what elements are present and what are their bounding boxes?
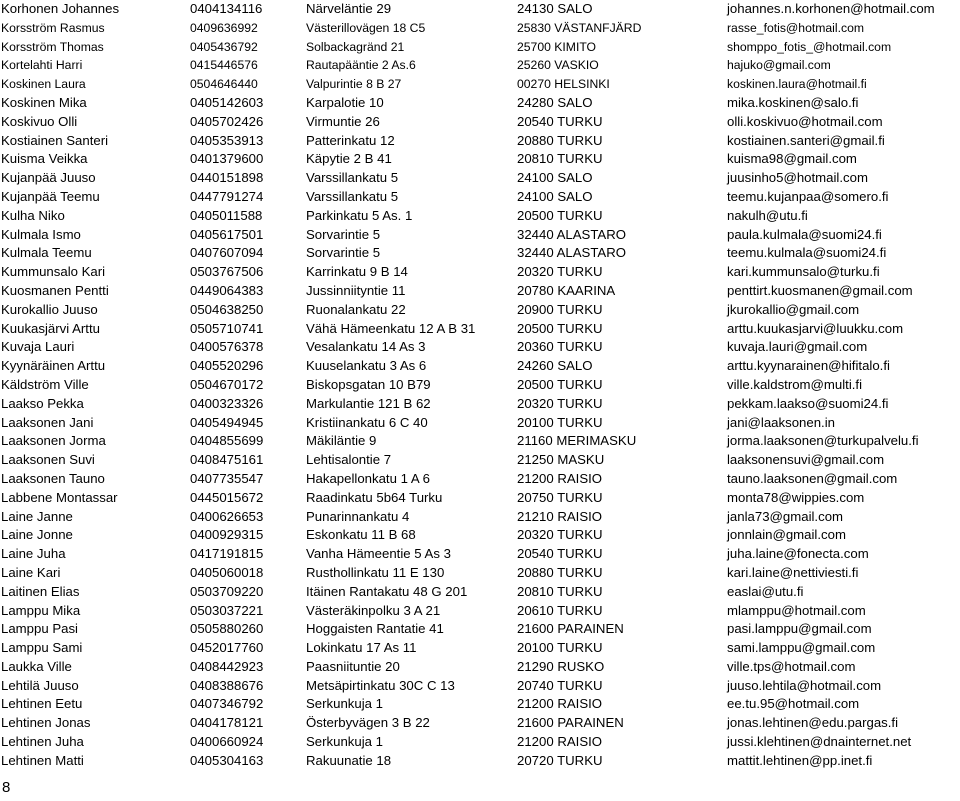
directory-row [1, 733, 959, 752]
entry-postal-city: 21250 MASKU [517, 452, 605, 468]
entry-postal-city: 20880 TURKU [517, 564, 603, 580]
entry-name: Laine Kari [1, 564, 61, 580]
entry-phone: 0504638250 [190, 301, 264, 317]
entry-street-address: Jussinniityntie 11 [306, 282, 406, 298]
entry-name: Käldström Ville [1, 376, 89, 392]
entry-postal-city: 20810 TURKU [517, 151, 603, 167]
entry-email: tauno.laaksonen@gmail.com [727, 470, 898, 486]
directory-row [1, 38, 959, 57]
directory-row [1, 207, 959, 226]
entry-name: Kuisma Veikka [1, 151, 88, 167]
entry-phone: 0407346792 [190, 696, 264, 712]
entry-street-address: Västerillovägen 18 C5 [306, 20, 426, 35]
entry-street-address: Vanha Hämeentie 5 As 3 [306, 546, 451, 562]
entry-phone: 0503037221 [190, 602, 264, 618]
entry-name: Kuosmanen Pentti [1, 282, 109, 298]
directory-row [1, 470, 959, 489]
entry-email: juha.laine@fonecta.com [727, 546, 869, 562]
entry-email: juuso.lehtila@hotmail.com [727, 677, 882, 693]
entry-street-address: Sorvarintie 5 [306, 226, 381, 242]
directory-row [1, 639, 959, 658]
entry-street-address: Parkinkatu 5 As. 1 [306, 207, 413, 223]
entry-phone: 0401379600 [190, 151, 264, 167]
entry-phone: 0405353913 [190, 132, 264, 148]
entry-street-address: Vesalankatu 14 As 3 [306, 339, 426, 355]
entry-postal-city: 20810 TURKU [517, 583, 603, 599]
directory-row [1, 150, 959, 169]
directory-row [1, 432, 959, 451]
entry-name: Lamppu Pasi [1, 621, 78, 637]
directory-row [1, 226, 959, 245]
entry-street-address: Solbackagränd 21 [306, 39, 405, 54]
entry-phone: 0503709220 [190, 583, 264, 599]
entry-email: jani@laaksonen.in [727, 414, 835, 430]
entry-name: Kyynäräinen Arttu [1, 358, 106, 374]
entry-email: arttu.kyynarainen@hifitalo.fi [727, 358, 890, 374]
entry-email: jonas.lehtinen@edu.pargas.fi [727, 715, 899, 731]
entry-email: pekkam.laakso@suomi24.fi [727, 395, 889, 411]
entry-phone: 0417191815 [190, 546, 264, 562]
entry-street-address: Närveläntie 29 [306, 1, 392, 16]
entry-phone: 0400660924 [190, 734, 264, 750]
entry-name: Lehtilä Juuso [1, 677, 79, 693]
entry-postal-city: 20750 TURKU [517, 489, 603, 505]
entry-street-address: Rautapääntie 2 As.6 [306, 58, 416, 73]
entry-street-address: Markulantie 121 B 62 [306, 395, 431, 411]
entry-postal-city: 25700 KIMITO [517, 39, 597, 54]
entry-postal-city: 20740 TURKU [517, 677, 603, 693]
entry-postal-city: 20780 KAARINA [517, 282, 616, 298]
entry-name: Laine Jonne [1, 527, 73, 543]
entry-name: Kurokallio Juuso [1, 301, 98, 317]
entry-name: Lamppu Mika [1, 602, 81, 618]
entry-email: nakulh@utu.fi [727, 207, 808, 223]
directory-row [1, 169, 959, 188]
entry-phone: 0405520296 [190, 358, 264, 374]
entry-email: ville.kaldstrom@multi.fi [727, 376, 863, 392]
entry-email: teemu.kujanpaa@somero.fi [727, 188, 889, 204]
directory-row [1, 677, 959, 696]
entry-postal-city: 20720 TURKU [517, 752, 603, 768]
entry-street-address: Valpurintie 8 B 27 [306, 77, 402, 92]
entry-email: juusinho5@hotmail.com [727, 170, 868, 186]
directory-row [1, 583, 959, 602]
entry-postal-city: 24100 SALO [517, 170, 593, 186]
entry-phone: 0447791274 [190, 188, 264, 204]
entry-postal-city: 21600 PARAINEN [517, 715, 624, 731]
entry-postal-city: 24280 SALO [517, 94, 593, 110]
entry-street-address: Västeräkinpolku 3 A 21 [306, 602, 441, 618]
entry-name: Korhonen Johannes [1, 1, 120, 16]
entry-name: Lamppu Sami [1, 640, 83, 656]
directory-row [1, 282, 959, 301]
directory-row [1, 0, 959, 19]
entry-street-address: Hakapellonkatu 1 A 6 [306, 470, 430, 486]
entry-name: Lehtinen Jonas [1, 715, 91, 731]
entry-phone: 0405011588 [190, 207, 263, 223]
entry-email: kostiainen.santeri@gmail.fi [727, 132, 885, 148]
directory-row [1, 695, 959, 714]
directory-row [1, 113, 959, 132]
entry-postal-city: 20540 TURKU [517, 546, 603, 562]
entry-name: Kulmala Ismo [1, 226, 81, 242]
directory-listing [1, 0, 959, 771]
directory-row [1, 489, 959, 508]
entry-email: hajuko@gmail.com [727, 58, 831, 73]
entry-name: Kuukasjärvi Arttu [1, 320, 100, 336]
entry-phone: 0452017760 [190, 640, 264, 656]
entry-email: mlamppu@hotmail.com [727, 602, 866, 618]
entry-email: kuisma98@gmail.com [727, 151, 857, 167]
entry-postal-city: 24130 SALO [517, 1, 593, 16]
entry-phone: 0449064383 [190, 282, 264, 298]
entry-postal-city: 24100 SALO [517, 188, 593, 204]
entry-phone: 0405304163 [190, 752, 264, 768]
entry-email: kari.laine@nettiviesti.fi [727, 564, 859, 580]
entry-phone: 0405494945 [190, 414, 264, 430]
entry-name: Laine Janne [1, 508, 73, 524]
directory-row [1, 376, 959, 395]
entry-street-address: Virmuntie 26 [306, 113, 380, 129]
entry-name: Kostiainen Santeri [1, 132, 109, 148]
entry-postal-city: 21210 RAISIO [517, 508, 603, 524]
entry-name: Lehtinen Juha [1, 734, 84, 750]
entry-email: teemu.kulmala@suomi24.fi [727, 245, 887, 261]
entry-street-address: Kuuselankatu 3 As 6 [306, 358, 427, 374]
entry-phone: 0408388676 [190, 677, 264, 693]
entry-postal-city: 20320 TURKU [517, 527, 603, 543]
entry-postal-city: 00270 HELSINKI [517, 77, 610, 92]
entry-street-address: Hoggaisten Rantatie 41 [306, 621, 444, 637]
entry-name: Laakso Pekka [1, 395, 84, 411]
entry-postal-city: 20880 TURKU [517, 132, 603, 148]
entry-name: Laitinen Elias [1, 583, 80, 599]
entry-phone: 0408442923 [190, 658, 264, 674]
entry-phone: 0400323326 [190, 395, 264, 411]
entry-name: Koskivuo Olli [1, 113, 78, 129]
directory-row [1, 19, 959, 38]
directory-row [1, 752, 959, 771]
entry-email: jkurokallio@gmail.com [727, 301, 860, 317]
entry-postal-city: 32440 ALASTARO [517, 226, 626, 242]
entry-email: janla73@gmail.com [727, 508, 844, 524]
entry-street-address: Karrinkatu 9 B 14 [306, 264, 408, 280]
entry-postal-city: 20540 TURKU [517, 113, 603, 129]
entry-phone: 0405617501 [190, 226, 264, 242]
directory-row [1, 263, 959, 282]
entry-postal-city: 21200 RAISIO [517, 696, 603, 712]
entry-name: Kummunsalo Kari [1, 264, 106, 280]
entry-email: jorma.laaksonen@turkupalvelu.fi [727, 433, 919, 449]
entry-street-address: Sorvarintie 5 [306, 245, 381, 261]
directory-row [1, 338, 959, 357]
page-number: 8 [2, 779, 11, 796]
entry-email: koskinen.laura@hotmail.fi [727, 77, 867, 92]
entry-name: Laaksonen Jorma [1, 433, 106, 449]
entry-name: Korsström Rasmus [1, 20, 105, 35]
entry-street-address: Österbyvägen 3 B 22 [306, 715, 430, 731]
directory-row [1, 545, 959, 564]
entry-email: monta78@wippies.com [727, 489, 865, 505]
entry-street-address: Karpalotie 10 [306, 94, 384, 110]
entry-phone: 0405702426 [190, 113, 264, 129]
entry-street-address: Kristiinankatu 6 C 40 [306, 414, 428, 430]
entry-postal-city: 25260 VASKIO [517, 58, 599, 73]
directory-row [1, 188, 959, 207]
entry-name: Korsström Thomas [1, 39, 104, 54]
entry-phone: 0409636992 [190, 20, 258, 35]
entry-postal-city: 20320 TURKU [517, 395, 603, 411]
entry-street-address: Lehtisalontie 7 [306, 452, 392, 468]
entry-phone: 0415446576 [190, 58, 258, 73]
entry-email: jonnlain@gmail.com [727, 527, 846, 543]
entry-email: shomppo_fotis_@hotmail.com [727, 39, 892, 54]
entry-name: Kujanpää Teemu [1, 188, 100, 204]
entry-street-address: Raadinkatu 5b64 Turku [306, 489, 443, 505]
entry-street-address: Punarinnankatu 4 [306, 508, 410, 524]
entry-postal-city: 20100 TURKU [517, 414, 603, 430]
entry-phone: 0404855699 [190, 433, 264, 449]
entry-name: Laukka Ville [1, 658, 72, 674]
entry-street-address: Käpytie 2 B 41 [306, 151, 392, 167]
entry-postal-city: 21200 RAISIO [517, 734, 603, 750]
entry-postal-city: 32440 ALASTARO [517, 245, 626, 261]
entry-phone: 0407607094 [190, 245, 264, 261]
entry-postal-city: 24260 SALO [517, 358, 593, 374]
entry-postal-city: 20360 TURKU [517, 339, 603, 355]
entry-email: mattit.lehtinen@pp.inet.fi [727, 752, 873, 768]
entry-phone: 0440151898 [190, 170, 264, 186]
directory-row [1, 132, 959, 151]
directory-row [1, 658, 959, 677]
entry-street-address: Varssillankatu 5 [306, 188, 399, 204]
entry-phone: 0405436792 [190, 39, 258, 54]
entry-phone: 0505710741 [190, 320, 264, 336]
entry-postal-city: 25830 VÄSTANFJÄRD [517, 20, 642, 35]
entry-postal-city: 20500 TURKU [517, 207, 603, 223]
entry-phone: 0407735547 [190, 470, 264, 486]
directory-row [1, 56, 959, 75]
directory-row [1, 244, 959, 263]
entry-postal-city: 20100 TURKU [517, 640, 603, 656]
entry-email: johannes.n.korhonen@hotmail.com [727, 1, 935, 16]
directory-row [1, 75, 959, 94]
entry-name: Kulmala Teemu [1, 245, 92, 261]
directory-row [1, 564, 959, 583]
directory-row [1, 301, 959, 320]
directory-row [1, 94, 959, 113]
entry-street-address: Vähä Hämeenkatu 12 A B 31 [306, 320, 476, 336]
entry-street-address: Metsäpirtinkatu 30C C 13 [306, 677, 455, 693]
entry-email: arttu.kuukasjarvi@luukku.com [727, 320, 904, 336]
entry-email: jussi.klehtinen@dnainternet.net [727, 734, 912, 750]
entry-street-address: Rusthollinkatu 11 E 130 [306, 564, 445, 580]
directory-row [1, 602, 959, 621]
entry-name: Laaksonen Tauno [1, 470, 105, 486]
entry-email: sami.lamppu@gmail.com [727, 640, 876, 656]
entry-name: Lehtinen Matti [1, 752, 84, 768]
directory-row [1, 451, 959, 470]
entry-email: ville.tps@hotmail.com [727, 658, 856, 674]
directory-row [1, 395, 959, 414]
entry-street-address: Itäinen Rantakatu 48 G 201 [306, 583, 468, 599]
entry-phone: 0400626653 [190, 508, 264, 524]
entry-postal-city: 20320 TURKU [517, 264, 603, 280]
entry-street-address: Mäkiläntie 9 [306, 433, 377, 449]
entry-email: easlai@utu.fi [727, 583, 804, 599]
entry-name: Koskinen Laura [1, 77, 86, 92]
directory-row [1, 714, 959, 733]
entry-street-address: Biskopsgatan 10 B79 [306, 376, 431, 392]
directory-row [1, 320, 959, 339]
entry-phone: 0400929315 [190, 527, 264, 543]
entry-street-address: Rakuunatie 18 [306, 752, 392, 768]
entry-postal-city: 20900 TURKU [517, 301, 603, 317]
entry-name: Laaksonen Jani [1, 414, 94, 430]
entry-postal-city: 21290 RUSKO [517, 658, 605, 674]
entry-name: Koskinen Mika [1, 94, 87, 110]
entry-name: Laaksonen Suvi [1, 452, 95, 468]
entry-street-address: Serkunkuja 1 [306, 696, 383, 712]
entry-phone: 0445015672 [190, 489, 264, 505]
entry-email: rasse_fotis@hotmail.com [727, 20, 865, 35]
entry-street-address: Varssillankatu 5 [306, 170, 399, 186]
entry-postal-city: 21160 MERIMASKU [517, 433, 637, 449]
entry-email: kuvaja.lauri@gmail.com [727, 339, 868, 355]
entry-email: mika.koskinen@salo.fi [727, 94, 859, 110]
directory-row [1, 508, 959, 527]
entry-street-address: Paasniituntie 20 [306, 658, 400, 674]
entry-postal-city: 21600 PARAINEN [517, 621, 624, 637]
entry-phone: 0504646440 [190, 77, 258, 92]
entry-street-address: Eskonkatu 11 B 68 [306, 527, 416, 543]
entry-postal-city: 20610 TURKU [517, 602, 603, 618]
entry-email: olli.koskivuo@hotmail.com [727, 113, 883, 129]
entry-name: Lehtinen Eetu [1, 696, 83, 712]
entry-phone: 0504670172 [190, 376, 264, 392]
entry-postal-city: 21200 RAISIO [517, 470, 603, 486]
entry-phone: 0408475161 [190, 452, 264, 468]
entry-name: Kuvaja Lauri [1, 339, 75, 355]
entry-phone: 0503767506 [190, 264, 264, 280]
entry-street-address: Serkunkuja 1 [306, 734, 383, 750]
entry-email: ee.tu.95@hotmail.com [727, 696, 860, 712]
directory-row [1, 357, 959, 376]
entry-name: Labbene Montassar [1, 489, 118, 505]
entry-phone: 0405060018 [190, 564, 264, 580]
directory-row [1, 620, 959, 639]
entry-email: penttirt.kuosmanen@gmail.com [727, 282, 913, 298]
entry-phone: 0400576378 [190, 339, 264, 355]
entry-street-address: Ruonalankatu 22 [306, 301, 406, 317]
entry-phone: 0405142603 [190, 94, 264, 110]
entry-name: Kulha Niko [1, 207, 65, 223]
entry-name: Kujanpää Juuso [1, 170, 96, 186]
entry-phone: 0404134116 [190, 1, 263, 16]
entry-name: Kortelahti Harri [1, 58, 83, 73]
entry-email: laaksonensuvi@gmail.com [727, 452, 885, 468]
directory-row [1, 526, 959, 545]
directory-row [1, 414, 959, 433]
entry-street-address: Lokinkatu 17 As 11 [306, 640, 417, 656]
entry-postal-city: 20500 TURKU [517, 376, 603, 392]
entry-postal-city: 20500 TURKU [517, 320, 603, 336]
entry-phone: 0505880260 [190, 621, 264, 637]
entry-email: kari.kummunsalo@turku.fi [727, 264, 880, 280]
entry-email: paula.kulmala@suomi24.fi [727, 226, 882, 242]
entry-phone: 0404178121 [190, 715, 264, 731]
entry-email: pasi.lamppu@gmail.com [727, 621, 872, 637]
entry-street-address: Patterinkatu 12 [306, 132, 395, 148]
entry-name: Laine Juha [1, 546, 66, 562]
